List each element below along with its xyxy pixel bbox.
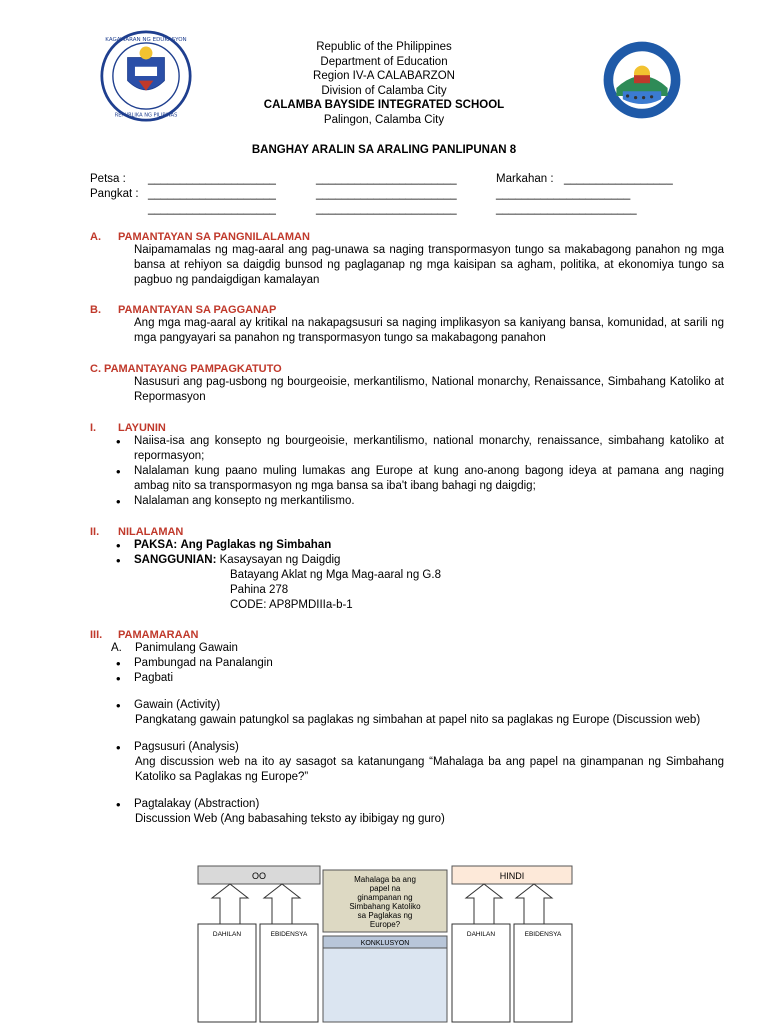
extra-blank-2[interactable]: ______________________ — [316, 203, 457, 215]
discussion-web-diagram — [190, 860, 750, 1024]
header-address: Palingon, Calamba City — [323, 113, 445, 126]
section-c-text: Nasusuri ang pag-usbong ng bourgeoisie, merkantilismo, National monarchy, Renaissance, Simbahang Katoliko at Repormasyon — [134, 376, 724, 403]
arrow-up-icon — [466, 884, 502, 924]
sub-heading-a — [111, 641, 724, 656]
petsa-blank-2[interactable]: ______________________ — [316, 173, 457, 185]
konklusyon-box — [323, 936, 447, 1022]
header-department: Department of Education — [320, 55, 448, 68]
sub-a-letter: A. — [111, 642, 122, 654]
section-iii-heading — [90, 629, 724, 641]
list-item: • Pambungad na Panalangin — [90, 656, 724, 671]
section-iii-number: III. — [90, 629, 103, 641]
pagtalakay-label: Pagtalakay (Abstraction) — [134, 798, 260, 810]
question-line: ginampanan ng — [357, 893, 413, 902]
header-division: Division of Calamba City — [321, 84, 447, 97]
list-item: • Nalalaman ang konsepto ng merkantilismo. — [90, 494, 724, 509]
arrow-up-icon — [264, 884, 300, 924]
paksa-label: PAKSA: — [134, 539, 178, 551]
section-i-number: I. — [90, 422, 97, 434]
oo-ebidensya-box — [260, 924, 318, 1022]
hindi-dahilan-box — [452, 924, 510, 1022]
section-a-number: A. — [90, 231, 101, 243]
hindi-ebidensya-box — [514, 924, 572, 1022]
hindi-ebidensya-label: EBIDENSYA — [524, 931, 562, 938]
section-a — [90, 231, 724, 288]
konklusyon-label: KONKLUSYON — [360, 940, 410, 947]
pagsusuri-label: Pagsusuri (Analysis) — [134, 741, 239, 753]
markahan-label: Markahan : — [496, 173, 554, 185]
oo-ebidensya-label: EBIDENSYA — [270, 931, 308, 938]
pangkat-blank-2[interactable]: ______________________ — [316, 188, 457, 200]
section-ii-heading — [90, 526, 724, 538]
svg-text:KAGAWARAN NG EDUKASYON: KAGAWARAN NG EDUKASYON — [105, 37, 187, 44]
pangkat-label: Pangkat : — [90, 188, 139, 200]
section-iii-title: PAMAMARAAN — [118, 629, 199, 641]
pagsusuri-text: Ang discussion web na ito ay sasagot sa katanungang “Mahalaga ba ang papel na ginampanan ng Simbahang Katoliko sa Paglakas ng Europe?” — [135, 756, 724, 783]
section-a-title: PAMANTAYAN SA PANGNILALAMAN — [118, 231, 310, 243]
question-line: papel na — [369, 884, 401, 893]
document-header — [0, 40, 768, 127]
arrow-up-icon — [212, 884, 248, 924]
section-pamamaraan — [90, 629, 724, 827]
section-c-heading: C. PAMANTAYANG PAMPAGKATUTO — [90, 363, 282, 375]
document-title: BANGHAY ARALIN SA ARALING PANLIPUNAN 8 — [251, 144, 517, 156]
section-a-heading — [90, 231, 724, 243]
svg-text:REPUBLIKA NG PILIPINAS: REPUBLIKA NG PILIPINAS — [114, 112, 178, 119]
sanggunian-label: SANGGUNIAN: — [134, 554, 217, 566]
section-b-heading — [90, 304, 724, 316]
section-i-title: LAYUNIN — [118, 422, 166, 434]
section-b-text: Ang mga mag-aaral ay kritikal na nakapagsusuri sa naging implikasyon sa kaniyang bansa, komunidad, at sarili ng mga pangyayari sa panahon ng transpormasyon tungo sa makabagong panahon — [134, 317, 724, 344]
list-item — [90, 553, 724, 568]
header-school: CALAMBA BAYSIDE INTEGRATED SCHOOL — [263, 99, 505, 111]
sanggunian-value: Kasaysayan ng Daigdig — [219, 554, 341, 566]
list-item — [90, 538, 724, 553]
list-item — [90, 740, 724, 755]
gawain-label: Gawain (Activity) — [134, 699, 221, 711]
question-line: sa Paglakas ng — [357, 911, 413, 920]
petsa-label: Petsa : — [90, 173, 126, 185]
oo-dahilan-box — [198, 924, 256, 1022]
source-line: Batayang Aklat ng Mga Mag-aaral ng G.8 — [230, 569, 441, 581]
question-line: Simbahang Katoliko — [349, 902, 421, 911]
section-c — [90, 363, 724, 405]
list-item: • Naiisa-isa ang konsepto ng bourgeoisie, merkantilismo, national monarchy, renaissance, simbahang katoliko at repormasyon; — [90, 434, 724, 464]
section-b-title: PAMANTAYAN SA PAGGANAP — [118, 304, 277, 316]
oo-dahilan-label: DAHILAN — [212, 931, 242, 938]
markahan-blank[interactable]: _________________ — [564, 173, 673, 185]
question-line: Europe? — [369, 920, 401, 929]
source-line: Pahina 278 — [230, 584, 289, 596]
gawain-text: Pangkatang gawain patungkol sa paglakas ng simbahan at papel nito sa paglakas ng Europe (Discussion web) — [135, 714, 701, 726]
section-nilalaman — [90, 526, 724, 613]
list-item — [90, 698, 724, 713]
section-b-number: B. — [90, 304, 101, 316]
hindi-label: HINDI — [499, 871, 525, 881]
section-ii-number: II. — [90, 526, 100, 538]
pangkat-blank-3[interactable]: _____________________ — [496, 188, 631, 200]
pagtalakay-text: Discussion Web (Ang babasahing teksto ay ibibigay ng guro) — [135, 813, 445, 825]
section-i-heading — [90, 422, 724, 434]
oo-label: OO — [251, 871, 267, 881]
list-item — [90, 797, 724, 812]
hindi-dahilan-label: DAHILAN — [466, 931, 496, 938]
header-fields — [90, 172, 690, 217]
arrow-up-icon — [516, 884, 552, 924]
sub-a-text: Panimulang Gawain — [135, 642, 238, 654]
question-line: Mahalaga ba ang — [354, 875, 416, 884]
source-line: CODE: AP8PMDIIIa-b-1 — [230, 599, 353, 611]
section-a-text: Naipamamalas ng mag-aaral ang pag-unawa sa naging transpormasyon tungo sa makabagong panahon ng mga bansa at rehiyon sa daigdig bunsod ng paglaganap ng mga kaisipan sa agham, politika, at ekonomiya tungo sa pagbuo ng pandaigdigan kamalayan — [134, 244, 724, 286]
header-republic: Republic of the Philippines — [316, 41, 452, 53]
extra-blank-1[interactable]: ____________________ — [148, 203, 276, 215]
section-b — [90, 304, 724, 346]
paksa-value: Ang Paglakas ng Simbahan — [180, 539, 332, 551]
list-item: • Nalalaman kung paano muling lumakas ang Europe at kung ano-anong bagong ideya at pamana ang naging ambag nito sa transpormasyon ng mga bansa sa iba't ibang bahagi ng daigdig; — [90, 464, 724, 494]
pangkat-blank[interactable]: ____________________ — [148, 188, 276, 200]
extra-blank-3[interactable]: ______________________ — [496, 203, 637, 215]
section-ii-title: NILALAMAN — [118, 526, 184, 538]
petsa-blank[interactable]: ____________________ — [148, 173, 276, 185]
list-item: • Pagbati — [90, 671, 724, 686]
section-layunin — [90, 422, 724, 509]
header-region: Region IV-A CALABARZON — [313, 70, 455, 82]
